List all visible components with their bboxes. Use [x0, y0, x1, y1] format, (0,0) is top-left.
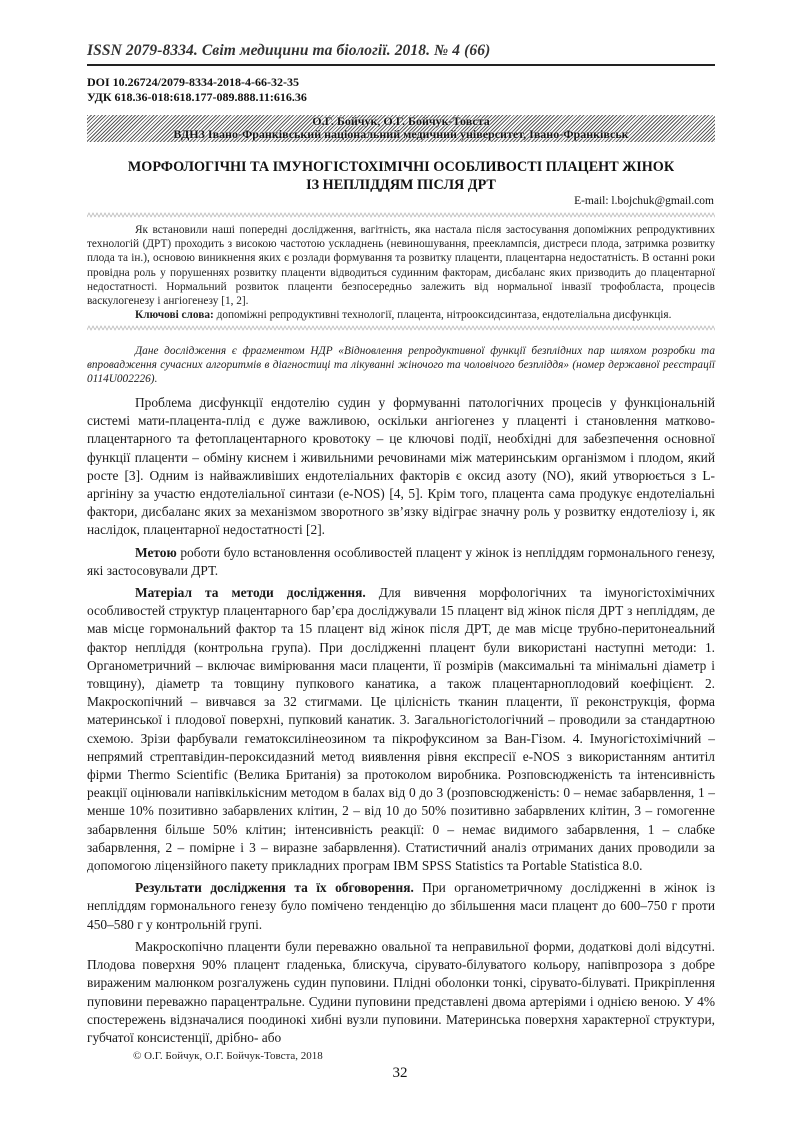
results-text: При органометричному дослідженні в жінок із непліддям гормонального генезу було помічено тенденцію до збільшення маси плацент до 600–750 г проти 450–580 г у контрольній групі.	[87, 880, 715, 932]
wavy-divider-top	[87, 212, 715, 218]
aim-text: роботи було встановлення особливостей плацент у жінок із непліддям гормонального генезу, які застосовували ДРТ.	[87, 544, 715, 578]
article-identifiers	[87, 75, 307, 105]
results-paragraph	[87, 879, 715, 934]
macro-paragraph: Макроскопічно плаценти були переважно овальної та неправильної форми, додаткові долі відсутні. Плодова поверхня 90% плацент гладенька, блискуча, сірувато-білуватого кольору, напівпрозора з добре вираженим малюнком розгалужень судин пуповини. Плідні оболонки тонкі, сірувато-білуваті. Прикріплення пуповини переважно парацентральне. Судини пуповини представлені двома артеріями і однією веною. У 4% спостережень відзначалися поодинокі хибні вузли пуповини. Материнська поверхня характерної структури, губчатої консистенції, дрібно- або	[87, 938, 715, 1045]
funding-note	[87, 344, 715, 387]
intro-paragraph: Проблема дисфункції ендотелію судин у формуванні патологічних процесів у функціональній системі мати-плацента-плід є дуже важливою, оскільки ангіогенез у плаценті і становлення матково-плацентарного та фетоплацентарного кровотоку – це ключові події, необхідні для забезпечення основної функції плаценти – обміну киснем і живильними речовинами між материнським організмом і плодом, який росте [3]. Одним із найважливіших ендотеліальних факторів є оксид азоту (NO), який утворюється з L-аргініну за участю ендотеліальної синтази (e-NOS) [4, 5]. Крім того, плацента сама продукує ендотеліальні фактори, дисбаланс яких за механізмом зворотного зв’язку відіграє значну роль у розвитку ендотеліозу і, як наслідок, плацентарної недостатності [2].	[87, 395, 715, 538]
udc-code: УДК 618.36-018:618.177-089.888.11:616.36	[87, 90, 307, 104]
methods-label: Матеріал та методи дослідження.	[135, 585, 366, 601]
authors-band	[87, 115, 715, 142]
keywords-text: допоміжні репродуктивні технології, плацента, нітрооксидсинтаза, ендотеліальна дисфункція.	[213, 309, 672, 322]
keywords-label: Ключові слова:	[135, 309, 214, 322]
article-body	[87, 394, 715, 1049]
authors: О.Г. Бойчук, О.Г. Бойчук-Товста	[312, 114, 490, 128]
aim-paragraph	[87, 544, 715, 580]
wavy-divider-bottom	[87, 325, 715, 331]
methods-text: Для вивчення морфологічних та імуногістохімічних особливостей структур плацентарного бар’єра досліджували 15 плацент від жінок після ДРТ з непліддям, де мав місце гормональний фактор та 15 плацент від жінок після ДРТ, де мав місце трубно-перитонеальний фактор непліддя (контрольна група). При дослідженні плацент були використані наступні методи: 1. Органометричний – включає вимірювання маси плаценти, її розмірів (максимальні та мінімальні діаметр і товщину), діаметр та товщину пупкового канатика, а також плацентарноплодовий коефіцієнт. 2. Макроскопічний – вивчався за 32 стигмами. Це цілісність тканин плаценти, її реконструкція, форма материнської і плодової поверхні, пупковий канатик. 3. Загальногістологічний – проводили за стандартною схемою. Зрізи фарбували гематоксилінеозином та пікрофуксином за Ван-Гізом. 4. Імуногістохімічний – непрямий стрептавідин-пероксидазний метод виявлення рівня експресії e-NOS з використанням антитіл фірми Thermo Scientific (Велика Британія) за протоколом виробника. Розповсюдженість та інтенсивність реакції оцінювали напівкількісним методом в балах від 0 до 3 (розповсюдженість: 0 – немає забарвлення, 1 – менше 10% позитивно забарвлених клітин, 2 – від 10 до 50% позитивно забарвлених клітин, 3 – гомогенне забарвлення більше 50% клітин; інтенсивність реакції: 0 – немає видимого забарвлення, 1 – слабке забарвлення, 2 – помірне і 3 – виразне забарвлення). Статистичний аналіз отриманих даних проводили за допомогою ліцензійного пакету прикладних програм IBM SPSS Statistics та Portable Statistica 8.0.	[87, 585, 715, 874]
title-line-2: ІЗ НЕПЛІДДЯМ ПІСЛЯ ДРТ	[306, 177, 496, 193]
abstract-text: Як встановили наші попередні дослідження, вагітність, яка настала після застосування допоміжних репродуктивних технологій (ДРТ) проходить з високою частотою ускладнень (невиношування, прееклампсія, дистреси плода, затримка розвитку плода та ін.), основою виникнення яких є розлади формування та розвитку плаценти, плацентарна недостатність. В останні роки провідна роль у порушеннях розвитку плаценти відводиться судинним факторам, дисбаланс яких призводить до плацентарної недостатності. Нормальний розвиток плаценти безпосередньо залежить від нормальної інвазії трофобласта, процесів васкулогенезу і ангіогенезу [1, 2].	[87, 224, 715, 308]
doi: DOI 10.26724/2079-8334-2018-4-66-32-35	[87, 75, 299, 89]
page-number: 32	[392, 1065, 408, 1081]
article-title	[87, 158, 715, 194]
title-line-1: МОРФОЛОГІЧНІ ТА ІМУНОГІСТОХІМІЧНІ ОСОБЛИВОСТІ ПЛАЦЕНТ ЖІНОК	[127, 159, 675, 175]
contact-email: E-mail: l.bojchuk@gmail.com	[574, 195, 714, 207]
affiliation: ВДНЗ Івано-Франківський національний медичний університет, Івано-Франківськ	[173, 127, 629, 141]
abstract	[87, 223, 715, 322]
methods-paragraph	[87, 584, 715, 875]
copyright: © О.Г. Бойчук, О.Г. Бойчук-Товста, 2018	[133, 1050, 323, 1062]
keywords	[87, 308, 715, 322]
funding-text: Дане дослідження є фрагментом НДР «Відновлення репродуктивної функції безплідних пар шляхом розробки та впровадження сучасних алгоритмів в діагностиці та лікуванні жіночого та чоловічого безпліддя» (номер державної реєстрації 0114U002226).	[87, 345, 715, 386]
journal-header: ISSN 2079-8334. Світ медицини та біології. 2018. № 4 (66)	[87, 42, 715, 66]
aim-label: Метою	[135, 544, 177, 560]
results-label: Результати дослідження та їх обговорення.	[135, 880, 414, 896]
